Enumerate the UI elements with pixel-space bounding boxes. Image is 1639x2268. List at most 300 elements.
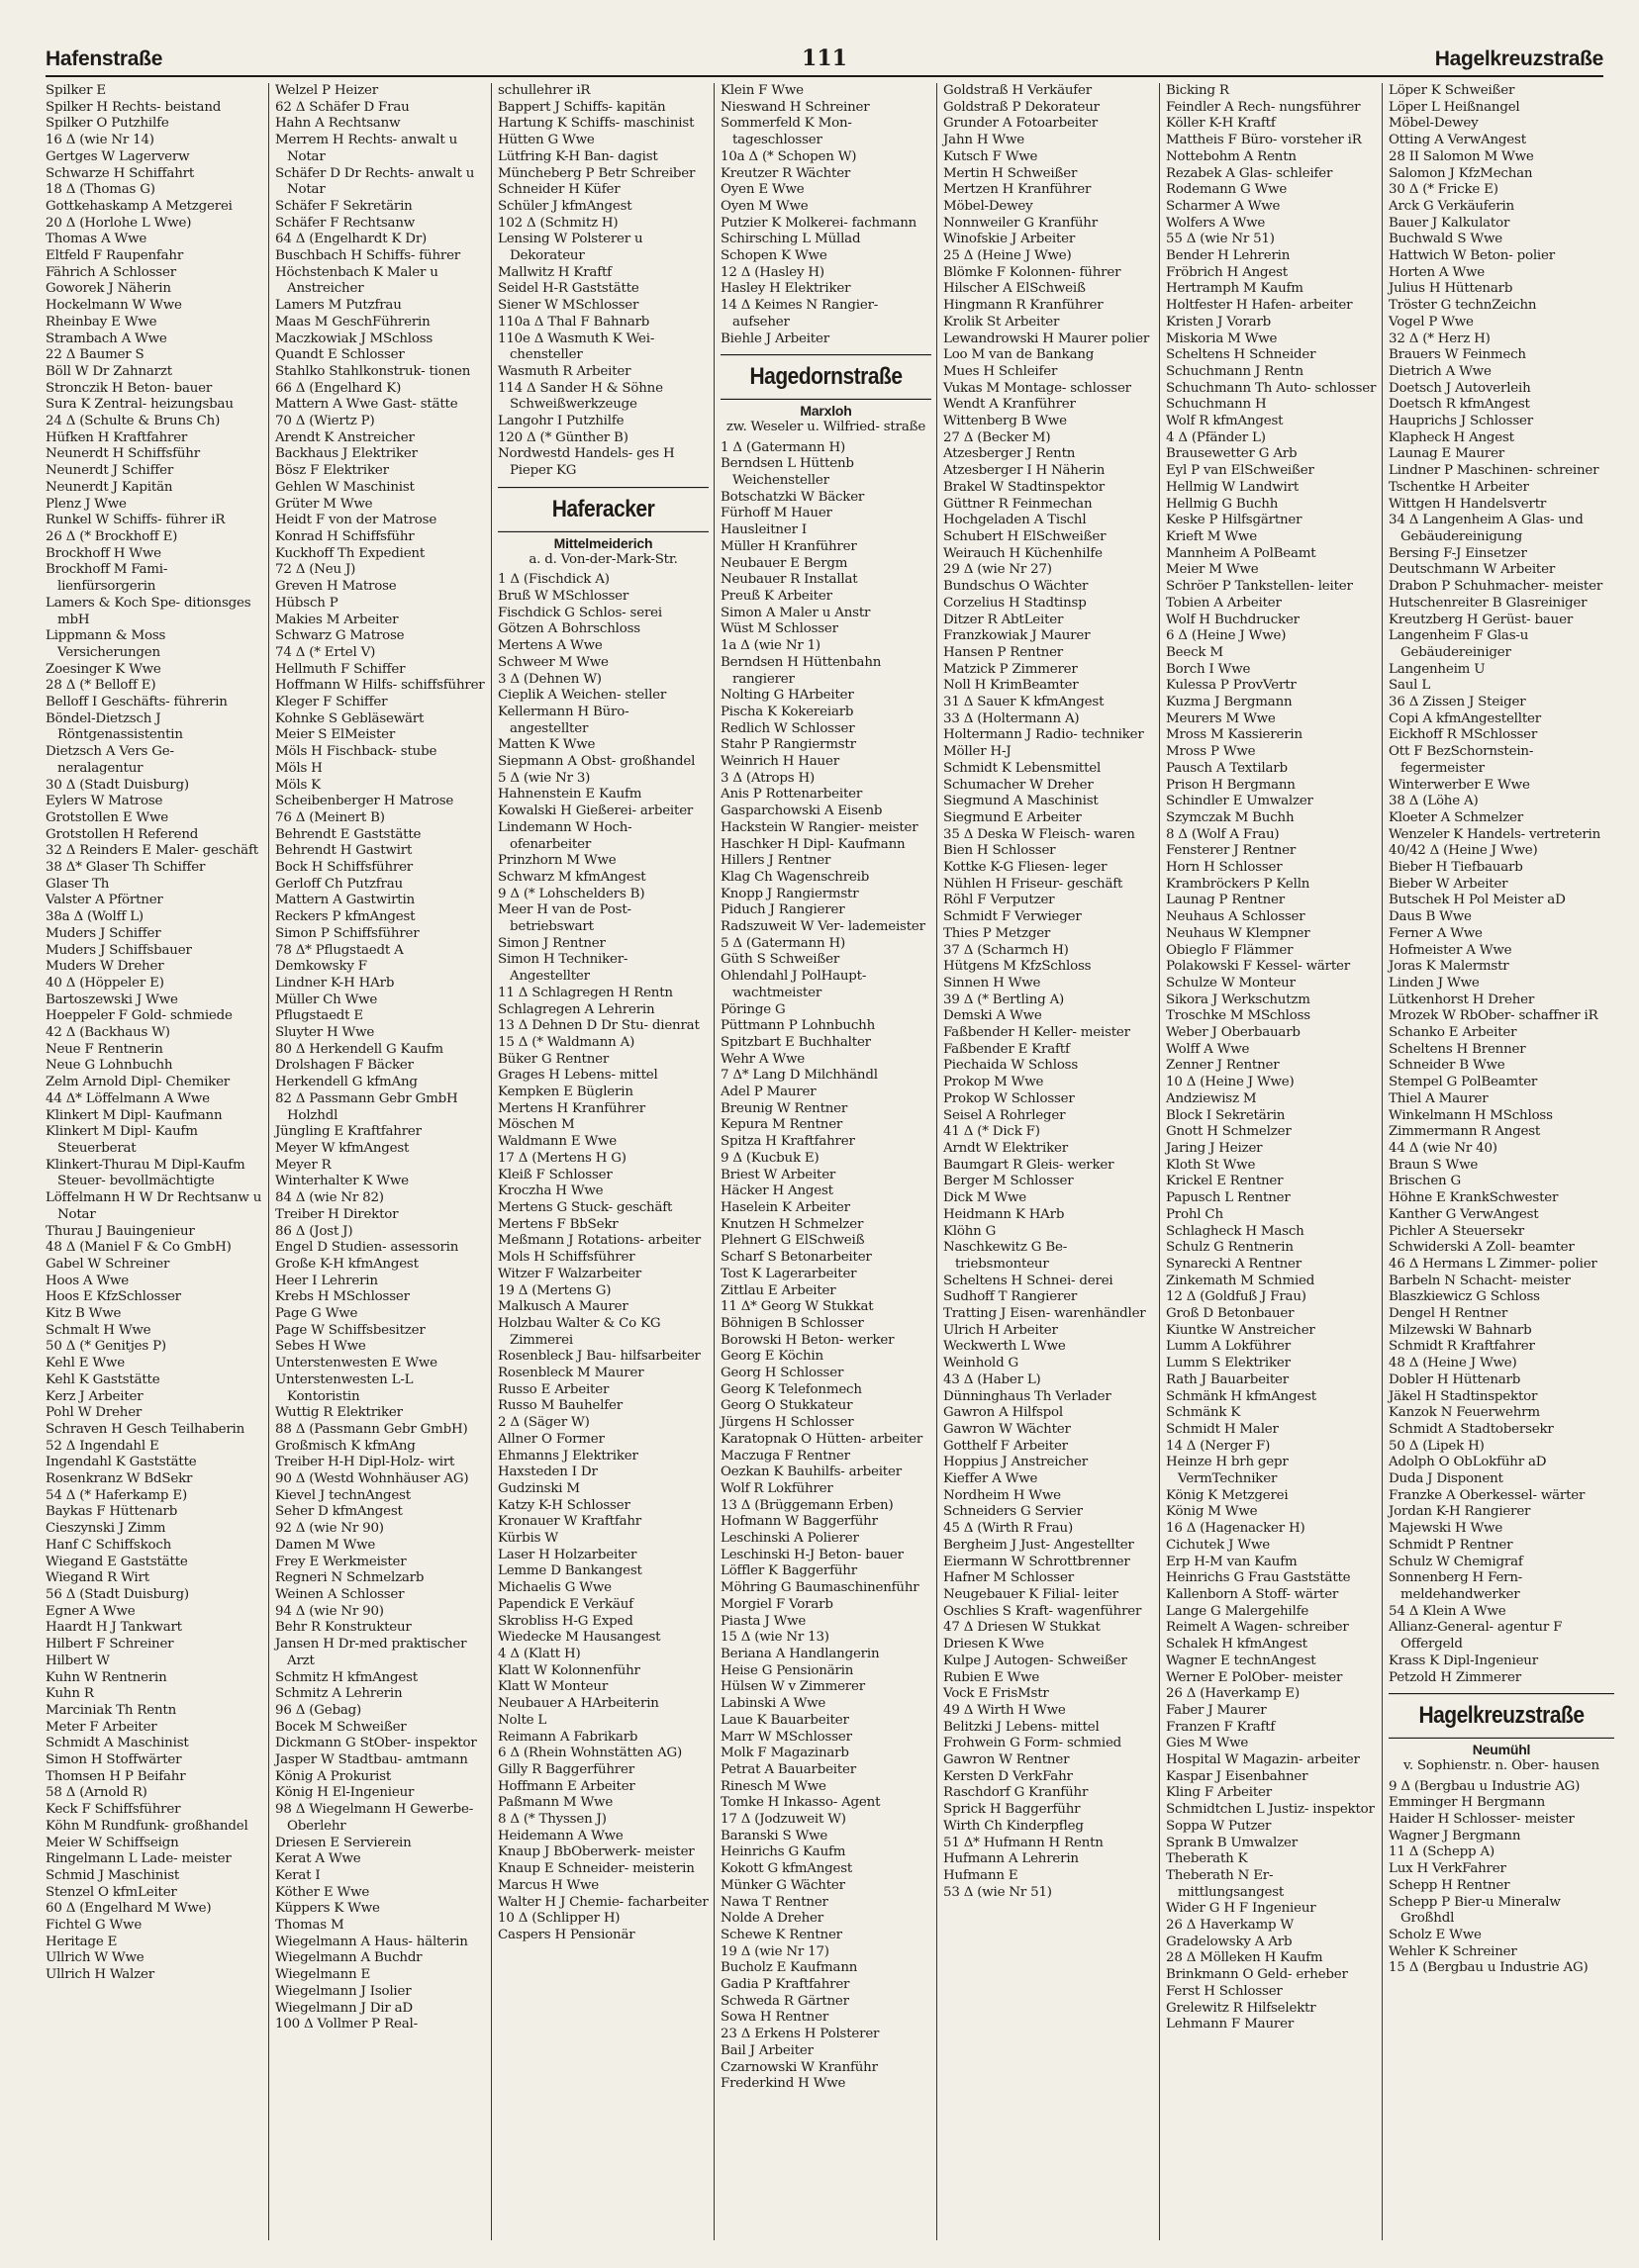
directory-entry: Hufmann A Lehrerin — [943, 1851, 1079, 1867]
directory-entry: Lütfring K-H Ban- dagist — [498, 148, 658, 164]
directory-entry: 15 Δ (wie Nr 13) — [721, 1630, 829, 1646]
directory-entry: 120 Δ (* Günther B) — [498, 429, 628, 445]
directory-entry: 3 Δ (Atrops H) — [721, 770, 816, 786]
directory-entry: Rath J Bauarbeiter — [1166, 1371, 1289, 1387]
directory-entry: 35 Δ Deska W Fleisch- waren — [943, 826, 1135, 842]
directory-entry: Oyen M Wwe — [721, 198, 809, 214]
directory-entry: Bersing F-J Einsetzer — [1389, 545, 1527, 561]
directory-entry: Schüler J kfmAngest — [498, 198, 632, 214]
directory-entry: Wiegand E Gaststätte — [46, 1554, 188, 1569]
directory-entry: 31 Δ Sauer K kfmAngest — [943, 695, 1105, 710]
directory-entry: Reimann A Fabrikarb — [498, 1729, 638, 1745]
directory-entry: Rezabek A Glas- schleifer — [1166, 165, 1333, 181]
directory-entry: Kroczha H Wwe — [498, 1183, 604, 1199]
directory-entry: Kloeter A Schmelzer — [1389, 809, 1523, 825]
directory-entry: Weckwerth L Wwe — [943, 1339, 1066, 1355]
directory-entry: Borowski H Beton- werker — [721, 1332, 895, 1348]
directory-entry: 24 Δ (Schulte & Bruns Ch) — [46, 414, 221, 429]
directory-entry: Möbel-Dewey — [943, 198, 1033, 214]
directory-entry: Pichler A Steuersekr — [1389, 1223, 1524, 1239]
directory-entry: Franzkowiak J Maurer — [943, 628, 1091, 644]
directory-entry: Mross M Kassiererin — [1166, 727, 1302, 743]
directory-entry: Mertens F BbSekr — [498, 1216, 619, 1232]
directory-entry: 33 Δ (Holtermann A) — [943, 710, 1080, 726]
directory-entry: Böhnigen B Schlosser — [721, 1315, 864, 1331]
directory-entry: Gabel W Schreiner — [46, 1256, 170, 1272]
directory-entry: Gudzinski M — [498, 1480, 580, 1496]
directory-entry: Deutschmann W Arbeiter — [1389, 562, 1556, 578]
directory-entry: Russo M Bauhelfer — [498, 1398, 623, 1414]
directory-entry: Goldstraß P Dekorateur — [943, 99, 1100, 115]
directory-entry: Gawron A Hilfspol — [943, 1405, 1063, 1421]
directory-entry: Rheinbay E Wwe — [46, 314, 157, 330]
directory-entry: Adolph O ObLokführ aD — [1389, 1455, 1547, 1470]
directory-entry: Neunerdt H Schiffsführ — [46, 446, 200, 462]
directory-entry: 1 Δ (Fischdick A) — [498, 572, 610, 588]
directory-entry: Atzesberger I H Näherin — [943, 463, 1106, 479]
directory-entry: Schneider B Wwe — [1389, 1058, 1505, 1074]
page-header — [46, 44, 1603, 77]
directory-entry: 88 Δ (Passmann Gebr GmbH) — [275, 1421, 468, 1437]
directory-entry: Strambach A Wwe — [46, 331, 167, 346]
directory-entry: Kowalski H Gießerei- arbeiter — [498, 803, 694, 819]
directory-entry: Muders J Schiffsbauer — [46, 942, 192, 958]
directory-entry: 15 Δ (Bergbau u Industrie AG) — [1389, 1960, 1589, 1976]
directory-entry: Maczkowiak J MSchloss — [275, 331, 434, 346]
directory-entry: Stahlko Stahlkonstruk- tionen — [275, 363, 471, 379]
directory-entry: Schweer M Wwe — [498, 654, 609, 670]
directory-entry: 40/42 Δ (Heine J Wwe) — [1389, 843, 1538, 859]
directory-entry: Baykas F Hüttenarb — [46, 1504, 178, 1520]
directory-entry: 22 Δ Baumer S — [46, 347, 145, 363]
directory-entry: Makies M Arbeiter — [275, 612, 399, 627]
directory-entry: Buchwald S Wwe — [1389, 232, 1502, 247]
directory-entry: Ehmanns J Elektriker — [498, 1448, 638, 1464]
directory-entry: Dengel H Rentner — [1389, 1306, 1508, 1322]
directory-entry: Thiel A Maurer — [1389, 1090, 1489, 1106]
directory-entry: Röhl F Verputzer — [943, 893, 1055, 908]
directory-entry: Vock E FrisMstr — [943, 1686, 1049, 1702]
directory-entry: Matzick P Zimmerer — [943, 661, 1078, 677]
directory-entry: Mertin H Schweißer — [943, 165, 1078, 181]
district-name: Neumühl — [1472, 1742, 1531, 1758]
directory-entry: Faßbender H Keller- meister — [943, 1025, 1130, 1041]
directory-entry: Keck F Schiffsführer — [46, 1802, 181, 1818]
directory-entry: Lemme D Bankangest — [498, 1563, 642, 1579]
directory-entry: Thomas M — [275, 1918, 344, 1934]
directory-entry: Wuttig R Elektriker — [275, 1405, 403, 1421]
directory-entry: Hilbert F Schreiner — [46, 1637, 174, 1653]
directory-entry: Winterwerber E Wwe — [1389, 777, 1530, 793]
directory-entry: 51 Δ* Hufmann H Rentn — [943, 1835, 1104, 1850]
directory-entry: Preuß K Arbeiter — [721, 588, 832, 604]
directory-entry: Winkelmann H MSchloss — [1389, 1107, 1553, 1123]
directory-entry: Barbeln N Schacht- meister — [1389, 1273, 1571, 1288]
directory-entry: Cieplik A Weichen- steller — [498, 688, 667, 704]
directory-entry: Haxsteden I Dr — [498, 1465, 598, 1480]
directory-entry: Waldmann E Wwe — [498, 1134, 618, 1150]
directory-entry: Bauer J Kalkulator — [1389, 215, 1510, 231]
directory-entry: Mattern A Wwe Gast- stätte — [275, 397, 458, 413]
directory-entry: Goworek J Näherin — [46, 281, 171, 297]
directory-entry: Knaup J BbOberwerk- meister — [498, 1844, 695, 1860]
directory-entry: schullehrer iR — [498, 83, 591, 98]
directory-entry: Beriana A Handlangerin — [721, 1646, 880, 1661]
directory-entry: 55 Δ (wie Nr 51) — [1166, 232, 1275, 247]
directory-entry: Hafner M Schlosser — [943, 1570, 1074, 1586]
directory-entry: Linden J Wwe — [1389, 975, 1480, 991]
directory-entry: Kuzma J Bergmann — [1166, 695, 1293, 710]
directory-entry: Schulz W Chemigraf — [1389, 1554, 1523, 1569]
directory-entry: 17 Δ (Mertens H G) — [498, 1150, 627, 1166]
directory-entry: Götzen A Bohrschloss — [498, 621, 640, 637]
directory-entry: Soppa W Putzer — [1166, 1818, 1272, 1834]
directory-entry: Weinen A Schlosser — [275, 1586, 405, 1602]
directory-entry: Otting A VerwAngest — [1389, 133, 1526, 148]
directory-entry: Franzen F Kraftf — [1166, 1719, 1276, 1735]
directory-entry: Bartoszewski J Wwe — [46, 992, 178, 1007]
directory-entry: Sprank B Umwalzer — [1166, 1835, 1298, 1850]
directory-entry: Kanther G VerwAngest — [1389, 1206, 1539, 1222]
directory-entry: Polakowski F Kessel- wärter — [1166, 959, 1350, 975]
directory-entry: Klöhn G — [943, 1223, 997, 1239]
directory-entry: Klag Ch Wagenschreib — [721, 869, 870, 885]
directory-entry: Emminger H Bergmann — [1389, 1795, 1546, 1811]
directory-entry: Simon H Stoffwärter — [46, 1752, 182, 1768]
directory-entry: Kerat A Wwe — [275, 1851, 361, 1867]
directory-entry: Kempken E Büglerin — [498, 1085, 633, 1100]
directory-entry: Kleiß F Schlosser — [498, 1167, 613, 1182]
directory-entry: Oschlies S Kraft- wagenführer — [943, 1603, 1142, 1619]
directory-entry: Wider G H F Ingenieur — [1166, 1901, 1316, 1917]
directory-entry: Stahr P Rangiermstr — [721, 737, 856, 753]
directory-entry: Frey E Werkmeister — [275, 1554, 407, 1569]
directory-entry: Kehl E Wwe — [46, 1356, 125, 1371]
directory-entry: Siepmann A Obst- großhandel — [498, 754, 696, 770]
directory-entry: Gottkehaskamp A Metzgerei — [46, 198, 233, 214]
directory-entry: Wolf R kfmAngest — [1166, 414, 1284, 429]
directory-entry: 39 Δ (* Bertling A) — [943, 992, 1065, 1007]
directory-entry: Scharmer A Wwe — [1166, 198, 1281, 214]
directory-entry: Kellermann H Büro- angestellter — [498, 704, 629, 736]
directory-entry: Belloff I Geschäfts- führerin — [46, 695, 228, 710]
directory-entry: 26 Δ Haverkamp W — [1166, 1918, 1294, 1934]
directory-entry: Hockelmann W Wwe — [46, 298, 182, 314]
directory-entry: Langenheim U — [1389, 661, 1486, 677]
directory-entry: Neugebauer K Filial- leiter — [943, 1586, 1118, 1602]
directory-entry: Sluyter H Wwe — [275, 1025, 375, 1041]
column-1 — [46, 83, 268, 2240]
directory-entry: Baranski S Wwe — [721, 1828, 828, 1843]
directory-entry: Hoos A Wwe — [46, 1273, 130, 1288]
directory-entry: Hellmuth F Schiffer — [275, 661, 406, 677]
directory-entry: Keske P Hilfsgärtner — [1166, 513, 1302, 528]
directory-entry: Bieber H Tiefbauarb — [1389, 860, 1523, 876]
directory-entry: Knaup E Schneider- meisterin — [498, 1861, 695, 1877]
directory-entry: Nordheim H Wwe — [943, 1487, 1061, 1503]
directory-entry: Petrat A Bauarbeiter — [721, 1761, 856, 1777]
directory-entry: Borch I Wwe — [1166, 661, 1251, 677]
directory-entry: Scheltens H Brenner — [1389, 1041, 1526, 1057]
directory-entry: Gilly R Baggerführer — [498, 1761, 634, 1777]
directory-entry: 78 Δ* Pflugstaedt A — [275, 942, 404, 958]
directory-entry: 110a Δ Thal F Bahnarb — [498, 314, 650, 330]
directory-entry: 110e Δ Wasmuth K Wei- chensteller — [498, 331, 655, 363]
directory-entry: Valster A Pförtner — [46, 893, 163, 908]
directory-entry: Marciniak Th Rentn — [46, 1702, 176, 1718]
directory-entry: Möller H-J — [943, 744, 1012, 760]
directory-entry: Page G Wwe — [275, 1306, 358, 1322]
directory-entry: Papendick E Verkäuf — [498, 1596, 633, 1612]
directory-entry: 14 Δ Keimes N Rangier- aufseher — [721, 298, 879, 330]
directory-entry: Witzer F Walzarbeiter — [498, 1266, 641, 1281]
directory-entry: 15 Δ (* Waldmann A) — [498, 1034, 635, 1050]
directory-entry: 98 Δ Wiegelmann H Gewerbe-Oberlehr — [275, 1802, 474, 1834]
directory-entry: Drolshagen F Bäcker — [275, 1058, 414, 1074]
directory-entry: Häcker H Angest — [721, 1183, 833, 1199]
directory-entry: 17 Δ (Jodzuweit W) — [721, 1812, 846, 1828]
directory-entry: Prokop M Wwe — [943, 1075, 1044, 1090]
directory-entry: Driesen K Wwe — [943, 1637, 1044, 1653]
directory-entry: Rosenbleck M Maurer — [498, 1366, 644, 1381]
directory-entry: Krebs H MSchlosser — [275, 1289, 410, 1305]
directory-entry: 8 Δ (* Thyssen J) — [498, 1812, 607, 1828]
directory-entry: Heinrichs G Frau Gaststätte — [1166, 1570, 1351, 1586]
directory-entry: Kreutzberg H Gerüst- bauer — [1389, 612, 1574, 627]
directory-entry: 25 Δ (Heine J Wwe) — [943, 248, 1072, 264]
directory-entry: Schröer P Tankstellen- leiter — [1166, 579, 1353, 595]
directory-entry: Mertzen H Kranführer — [943, 182, 1092, 198]
directory-entry: Muders W Dreher — [46, 959, 164, 975]
directory-entry: Zelm Arnold Dipl- Chemiker — [46, 1075, 231, 1090]
directory-entry: 38 Δ (Löhe A) — [1389, 794, 1479, 809]
directory-entry: Spilker H Rechts- beistand — [46, 99, 222, 115]
directory-entry: Milzewski W Bahnarb — [1389, 1322, 1532, 1338]
directory-entry: Belitzki J Lebens- mittel — [943, 1719, 1100, 1735]
directory-entry: 50 Δ (Lipek H) — [1389, 1438, 1485, 1454]
directory-entry: Vukas M Montage- schlosser — [943, 380, 1131, 396]
directory-entry: Hattwich W Beton- polier — [1389, 248, 1555, 264]
directory-entry: Hülsen W v Zimmerer — [721, 1679, 865, 1695]
directory-entry: Ullrich W Wwe — [46, 1950, 145, 1966]
directory-entry: Jäkel H Stadtinspektor — [1389, 1388, 1538, 1404]
directory-entry: 48 Δ (Heine J Wwe) — [1389, 1356, 1517, 1371]
directory-entry: Kaspar J Eisenbahner — [1166, 1768, 1308, 1784]
directory-entry: 53 Δ (wie Nr 51) — [943, 1884, 1052, 1900]
directory-entry: Gertges W Lagerverw — [46, 148, 190, 164]
directory-entry: Meier S ElMeister — [275, 727, 396, 743]
directory-entry: Gerloff Ch Putzfrau — [275, 876, 403, 892]
directory-entry: 45 Δ (Wirth R Frau) — [943, 1521, 1073, 1537]
directory-entry: Jansen H Dr-med praktischer Arzt — [275, 1637, 467, 1668]
directory-entry: Kronauer W Kraftfahr — [498, 1514, 641, 1530]
directory-entry: Lindner P Maschinen- schreiner — [1389, 463, 1599, 479]
directory-entry: Lumm S Elektriker — [1166, 1356, 1291, 1371]
directory-entry: 19 Δ (Mertens G) — [498, 1282, 612, 1298]
directory-entry: Schepp H Rentner — [1389, 1877, 1510, 1893]
directory-entry: Sowa H Rentner — [721, 2010, 829, 2026]
directory-entry: Skrobliss H-G Exped — [498, 1613, 633, 1629]
directory-entry: Grelewitz R Hilfselektr — [1166, 2000, 1316, 2016]
directory-entry: Pischa K Kokereiarb — [721, 704, 854, 719]
directory-entry: Fischdick G Schlos- serei — [498, 605, 662, 620]
directory-entry: Hütten G Wwe — [498, 133, 595, 148]
directory-entry: Prokop W Schlosser — [943, 1090, 1075, 1106]
directory-entry: Grotstollen H Referend — [46, 826, 199, 842]
directory-entry: Möls H — [275, 760, 323, 776]
directory-entry: Adel P Maurer — [721, 1085, 817, 1100]
directory-entry: Wiegand R Wirt — [46, 1570, 149, 1586]
directory-entry: Treiber H Direktor — [275, 1206, 399, 1222]
directory-entry: 41 Δ (* Dick F) — [943, 1124, 1040, 1140]
directory-entry: Petzold H Zimmerer — [1389, 1669, 1521, 1685]
directory-entry: Schanko E Arbeiter — [1389, 1025, 1517, 1041]
directory-entry: Gadia P Kraftfahrer — [721, 1977, 850, 1993]
directory-entry: Holtermann J Radio- techniker — [943, 727, 1144, 743]
directory-entry: Schmidt A Stadtobersekr — [1389, 1421, 1554, 1437]
directory-entry: Frederkind H Wwe — [721, 2076, 846, 2092]
directory-entry: Schubert H ElSchweißer — [943, 528, 1107, 544]
directory-entry: Wolf H Buchdrucker — [1166, 612, 1300, 627]
directory-entry: Kokott G kfmAngest — [721, 1861, 853, 1877]
directory-entry: Labinski A Wwe — [721, 1696, 826, 1712]
directory-entry: Wolfers A Wwe — [1166, 215, 1266, 231]
directory-entry: Schuchmann J Rentn — [1166, 363, 1303, 379]
directory-entry: Kanzok N Feuerwehrm — [1389, 1405, 1540, 1421]
directory-entry: Driesen E Servierein — [275, 1835, 412, 1850]
directory-entry: Heinrichs G Kaufm — [721, 1844, 846, 1860]
directory-entry: Simon A Maler u Anstr — [721, 605, 871, 620]
directory-entry: 16 Δ (Hagenacker H) — [1166, 1521, 1305, 1537]
directory-entry: Allianz-General- agentur F Offergeld — [1389, 1620, 1563, 1653]
directory-entry: Kristen J Vorarb — [1166, 314, 1272, 330]
directory-entry: Kürbis W — [498, 1531, 558, 1547]
directory-entry: Höhne E KrankSchwester — [1389, 1190, 1559, 1206]
directory-entry: Krolik St Arbeiter — [943, 314, 1060, 330]
directory-entry: Güth S Schweißer — [721, 952, 840, 968]
directory-entry: Sommerfeld K Mon- tageschlosser — [721, 116, 852, 148]
directory-entry: Putzier K Molkerei- fachmann — [721, 215, 917, 231]
directory-entry: 9 Δ (* Lohschelders B) — [498, 886, 645, 901]
directory-entry: Nieswand H Schreiner — [721, 99, 870, 115]
directory-entry: 70 Δ (Wiertz P) — [275, 414, 375, 429]
directory-entry: Mross P Wwe — [1166, 744, 1256, 760]
directory-entry: Theberath K — [1166, 1851, 1248, 1867]
directory-entry: Schmidt K Lebensmittel — [943, 760, 1102, 776]
street-heading: Hagelkreuzstraße — [1389, 1693, 1614, 1739]
directory-entry: Küppers K Wwe — [275, 1901, 380, 1917]
directory-entry: Thomsen H P Beifahr — [46, 1768, 186, 1784]
directory-entry: Hufmann E — [943, 1867, 1018, 1883]
directory-entry: Anis P Rottenarbeiter — [721, 787, 863, 803]
directory-entry: 44 Δ (wie Nr 40) — [1389, 1141, 1497, 1156]
directory-entry: Reimelt A Wagen- schreiber — [1166, 1620, 1349, 1636]
directory-entry: Hübsch P — [275, 595, 338, 611]
directory-entry: Obieglo F Flämmer — [1166, 942, 1294, 958]
directory-entry: Mertens H Kranführer — [498, 1100, 645, 1116]
directory-entry: 36 Δ Zissen J Steiger — [1389, 695, 1526, 710]
directory-entry: Lippmann & Moss Versicherungen — [46, 628, 166, 660]
directory-entry: Arndt W Elektriker — [943, 1141, 1068, 1156]
directory-entry: Dickmann G StOber- inspektor — [275, 1736, 477, 1751]
directory-entry: 20 Δ (Horlohe L Wwe) — [46, 215, 192, 231]
directory-entry: Dick M Wwe — [943, 1190, 1027, 1206]
directory-entry: Stronczik H Beton- bauer — [46, 380, 213, 396]
directory-entry: Nolde A Dreher — [721, 1911, 823, 1927]
directory-entry: Heinze H brh gepr VermTechniker — [1166, 1455, 1289, 1487]
directory-entry: Hillers J Rentner — [721, 853, 831, 869]
directory-entry: Seher D kfmAngest — [275, 1504, 403, 1520]
directory-entry: Eylers W Matrose — [46, 794, 163, 809]
directory-entry: Hüfken H Kraftfahrer — [46, 429, 188, 445]
directory-entry: Bieber W Arbeiter — [1389, 876, 1508, 892]
directory-entry: Schäfer F Sekretärin — [275, 198, 413, 214]
directory-entry: Maas M GeschFührerin — [275, 314, 431, 330]
directory-entry: Schwiderski A Zoll- beamter — [1389, 1240, 1575, 1256]
directory-entry: 13 Δ (Brüggemann Erben) — [721, 1497, 894, 1513]
directory-entry: Spilker O Putzhilfe — [46, 116, 169, 132]
directory-entry: Wiegelmann J Isolier — [275, 1983, 412, 1999]
directory-entry: Radszuweit W Ver- lademeister — [721, 919, 925, 935]
directory-entry: Block I Sekretärin — [1166, 1107, 1286, 1123]
directory-entry: 8 Δ (Wolf A Frau) — [1166, 826, 1280, 842]
directory-entry: 6 Δ (Heine J Wwe) — [1166, 628, 1287, 644]
directory-entry: 28 II Salomon M Wwe — [1389, 148, 1534, 164]
directory-entry: Knopp J Rangiermstr — [721, 886, 859, 901]
directory-entry: Heidmann K HArb — [943, 1206, 1065, 1222]
directory-entry: Mertens G Stuck- geschäft — [498, 1200, 673, 1215]
directory-entry: Lange G Malergehilfe — [1166, 1603, 1309, 1619]
directory-entry: Rosenbleck J Bau- hilfsarbeiter — [498, 1349, 701, 1365]
directory-entry: Möbel-Dewey — [1389, 116, 1479, 132]
directory-entry: 64 Δ (Engelhardt K Dr) — [275, 232, 428, 247]
directory-entry: Siegmund E Arbeiter — [943, 809, 1082, 825]
directory-entry: Wendt A Kranführer — [943, 397, 1076, 413]
directory-entry: Langenheim F Glas-u Gebäudereiniger — [1389, 628, 1529, 660]
directory-entry: Muders J Schiffer — [46, 925, 161, 941]
directory-entry: 10a Δ (* Schopen W) — [721, 148, 857, 164]
directory-entry: 30 Δ (* Fricke E) — [1389, 182, 1498, 198]
directory-entry: Oezkan K Bauhilfs- arbeiter — [721, 1465, 902, 1480]
directory-entry: Simon H Techniker- Angestellter — [498, 952, 628, 985]
directory-entry: Schalek H kfmAngest — [1166, 1637, 1307, 1653]
directory-entry: Greven H Matrose — [275, 579, 397, 595]
directory-entry: Heidt F von der Matrose — [275, 513, 437, 528]
directory-entry: 28 Δ Mölleken H Kaufm — [1166, 1950, 1323, 1966]
directory-entry: Wasmuth R Arbeiter — [498, 363, 631, 379]
directory-entry: Noll H KrimBeamter — [943, 678, 1079, 694]
directory-entry: Hingmann R Kranführer — [943, 298, 1104, 314]
directory-entry: 49 Δ Wirth H Wwe — [943, 1702, 1066, 1718]
directory-entry: Laser H Holzarbeiter — [498, 1547, 637, 1562]
directory-entry: Caspers H Pensionär — [498, 1927, 635, 1942]
directory-entry: 58 Δ (Arnold R) — [46, 1785, 147, 1801]
directory-entry: Meyer W kfmAngest — [275, 1141, 410, 1156]
directory-entry: Jaring J Heizer — [1166, 1141, 1263, 1156]
directory-entry: 11 Δ (Schepp A) — [1389, 1844, 1494, 1860]
directory-entry: Püttmann P Lohnbuchh — [721, 1018, 875, 1034]
directory-entry: Wiegelmann A Buchdr — [275, 1950, 423, 1966]
directory-entry: Quandt E Schlosser — [275, 347, 405, 363]
directory-entry: Leschinski H-J Beton- bauer — [721, 1547, 904, 1562]
directory-entry: Schweda R Gärtner — [721, 1993, 849, 2009]
directory-entry: 32 Δ (* Herz H) — [1389, 331, 1491, 346]
directory-entry: Zinkemath M Schmied — [1166, 1273, 1315, 1288]
directory-entry: Möls K — [275, 777, 321, 793]
directory-entry: Klatt W Monteur — [498, 1679, 609, 1695]
directory-entry: Ferst H Schlosser — [1166, 1983, 1283, 1999]
directory-entry: Frohwein G Form- schmied — [943, 1736, 1122, 1751]
